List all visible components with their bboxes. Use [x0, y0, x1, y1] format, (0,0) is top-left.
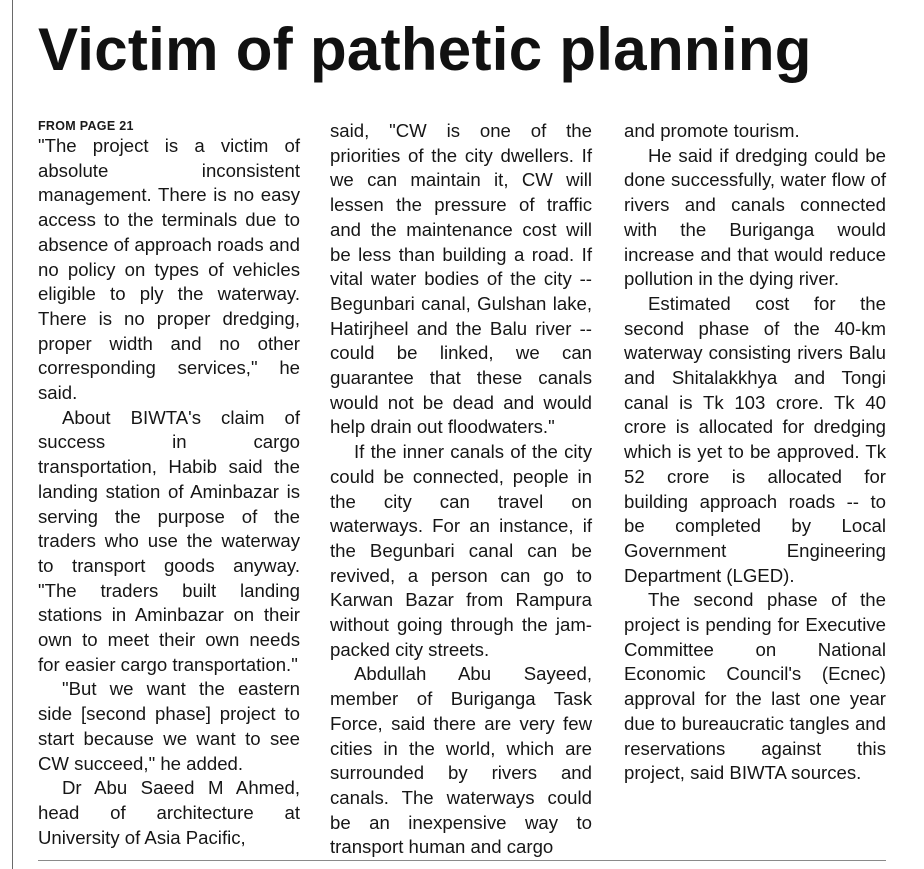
paragraph-eastern-side: "But we want the eastern side [second phase] project to start because we want to see CW succeed," he added.: [38, 678, 300, 774]
paragraph-quote-project: "The project is a victim of absolute inconsistent management. There is no easy access to the terminals due to absence of approach roads and no policy on types of vehicles eligible to ply the waterway. There is no proper dredging, proper width and no other corresponding services," he said.: [38, 135, 300, 404]
paragraph-abu-saeed-continued: said, "CW is one of the priorities of the city dwellers. If we can maintain it, CW will lessen the pressure of traffic and the maintenance cost will be less than building a road. If vital water bodies of the city -- Begunbari canal, Gulshan lake, Hatirjheel and the Balu river -- could be linked, we can guarantee that these canals would not be dead and would help drain out floodwaters.": [330, 120, 592, 438]
text-column-2: [330, 119, 592, 860]
paragraph-abdullah-abu-sayeed-continued: and promote tourism.: [624, 120, 800, 141]
paragraph-ecnec-pending: The second phase of the project is pending for Executive Committee on National Economic Council's (Ecnec) approval for the last one year due to bureaucratic tangles and reservations against this project, said BIWTA sources.: [624, 589, 886, 784]
text-column-3: [624, 119, 886, 786]
column-rule-left: [12, 0, 13, 869]
continued-from-label: FROM PAGE 21: [38, 119, 134, 133]
text-column-1: [38, 119, 300, 850]
paragraph-dredging: He said if dredging could be done successfully, water flow of rivers and canals connected with the Buriganga would increase and that would reduce pollution in the dying river.: [624, 144, 886, 290]
paragraph-estimated-cost: Estimated cost for the second phase of the 40-km waterway consisting rivers Balu and Shitalakkhya and Tongi canal is Tk 103 crore. Tk 40 crore is allocated for dredging which is yet to be approved. Tk 52 crore is allocated for building approach roads -- to be completed by Local Government Engineering Department (LGED).: [624, 292, 886, 586]
paragraph-inner-canals: If the inner canals of the city could be connected, people in the city can travel on waterways. For an instance, if the Begunbari canal can be revived, a person can go to Karwan Bazar from Rampura without going through the jam-packed city streets.: [330, 441, 592, 660]
headline: Victim of pathetic planning: [38, 16, 812, 83]
paragraph-biwta-claim: About BIWTA's claim of success in cargo transportation, Habib said the landing station of Aminbazar is serving the purpose of the traders who use the waterway to transport goods anyway. "The traders built landing stations in Aminbazar on their own to meet their own needs for easier cargo transportation.": [38, 406, 300, 675]
bottom-rule: [38, 860, 886, 861]
paragraph-abdullah-abu-sayeed: Abdullah Abu Sayeed, member of Buriganga Task Force, said there are very few cities in the world, which are surrounded by rivers and canals. The waterways could be an inexpensive way to transport human and cargo: [330, 663, 592, 858]
paragraph-abu-saeed: Dr Abu Saeed M Ahmed, head of architecture at University of Asia Pacific,: [38, 777, 300, 848]
